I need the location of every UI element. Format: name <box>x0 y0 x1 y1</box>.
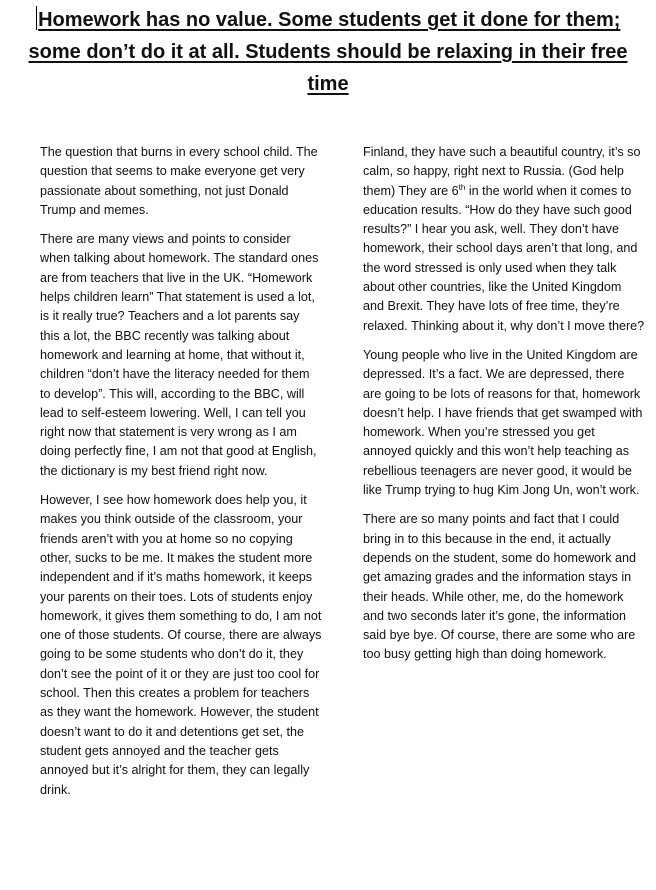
paragraph: However, I see how homework does help you, it makes you think outside of the classroom, your friends aren’t with you at home so no copying other, sucks to be me. It makes the student more independent and if it’s maths homework, it keeps your parents on their toes. Lots of students enjoy homework, it gives them something to do, I am not one of those students. Of course, there are always going to be some students who don’t do it, they don’t see the point of it or they are just too cool for school. Then this creates a problem for teachers as they want the homework. However, the student doesn’t want to do it and detentions get set, the student gets annoyed and the teacher gets annoyed but it’s alright for them, they can legally drink. <box>40 493 322 797</box>
document-title-text: Homework has no value. Some students get it done for them; some don’t do it at all. Students should be relaxing in their free time <box>28 9 628 95</box>
paragraph: There are so many points and fact that I could bring in to this because in the end, it actually depends on the student, some do homework and get amazing grades and the information stays in their heads. While other, me, do the homework and two seconds later it’s gone, the information said bye bye. Of course, there are some who are too busy getting high than doing homework. <box>363 512 637 662</box>
ordinal-superscript: th <box>458 182 466 192</box>
paragraph <box>363 143 645 336</box>
left-column <box>40 143 322 810</box>
paragraph: The question that burns in every school child. The question that seems to make everyone get very passionate about something, not just Donald Trump and memes. <box>40 145 318 217</box>
paragraph-text: in the world when it comes to education results. “How do they have such good results?” I hear you ask, well. They don’t have homework, their school days aren’t that long, and the word stressed is only used when they talk about other countries, like the United Kingdom and Brexit. They have lots of free time, they’re relaxed. Thinking about it, why don’t I move there? <box>363 183 645 333</box>
paragraph-text: Finland, they have such a beautiful country, it’s so calm, so happy, right next to Russia. (God help them) They are 6 <box>363 145 641 198</box>
paragraph: Young people who live in the United Kingdom are depressed. It’s a fact. We are depressed, there are going to be lots of reasons for that, homework doesn’t help. I have friends that get swamped with homework. When you’re stressed you get annoyed quickly and this won’t help teaching as rebellious teenagers are never good, it would be like Trump trying to hug Kim Jong Un, won’t work. <box>363 347 643 498</box>
text-cursor <box>36 6 38 30</box>
document-title <box>28 4 628 100</box>
paragraph: There are many views and points to consider when talking about homework. The standard ones are from teachers that live in the UK. “Homework helps children learn” That statement is used a lot, is it really true? Teachers and a lot parents say this a lot, the BBC recently was talking about homework and learning at home, that without it, children “don’t have the literacy needed for them to develop”. This will, according to the BBC, will lead to self-esteem lowering. Well, I can tell you right now that statement is very wrong as I am doing perfectly fine, I am not that good at English, the dictionary is my best friend right now. <box>40 232 319 478</box>
right-column <box>363 143 645 675</box>
